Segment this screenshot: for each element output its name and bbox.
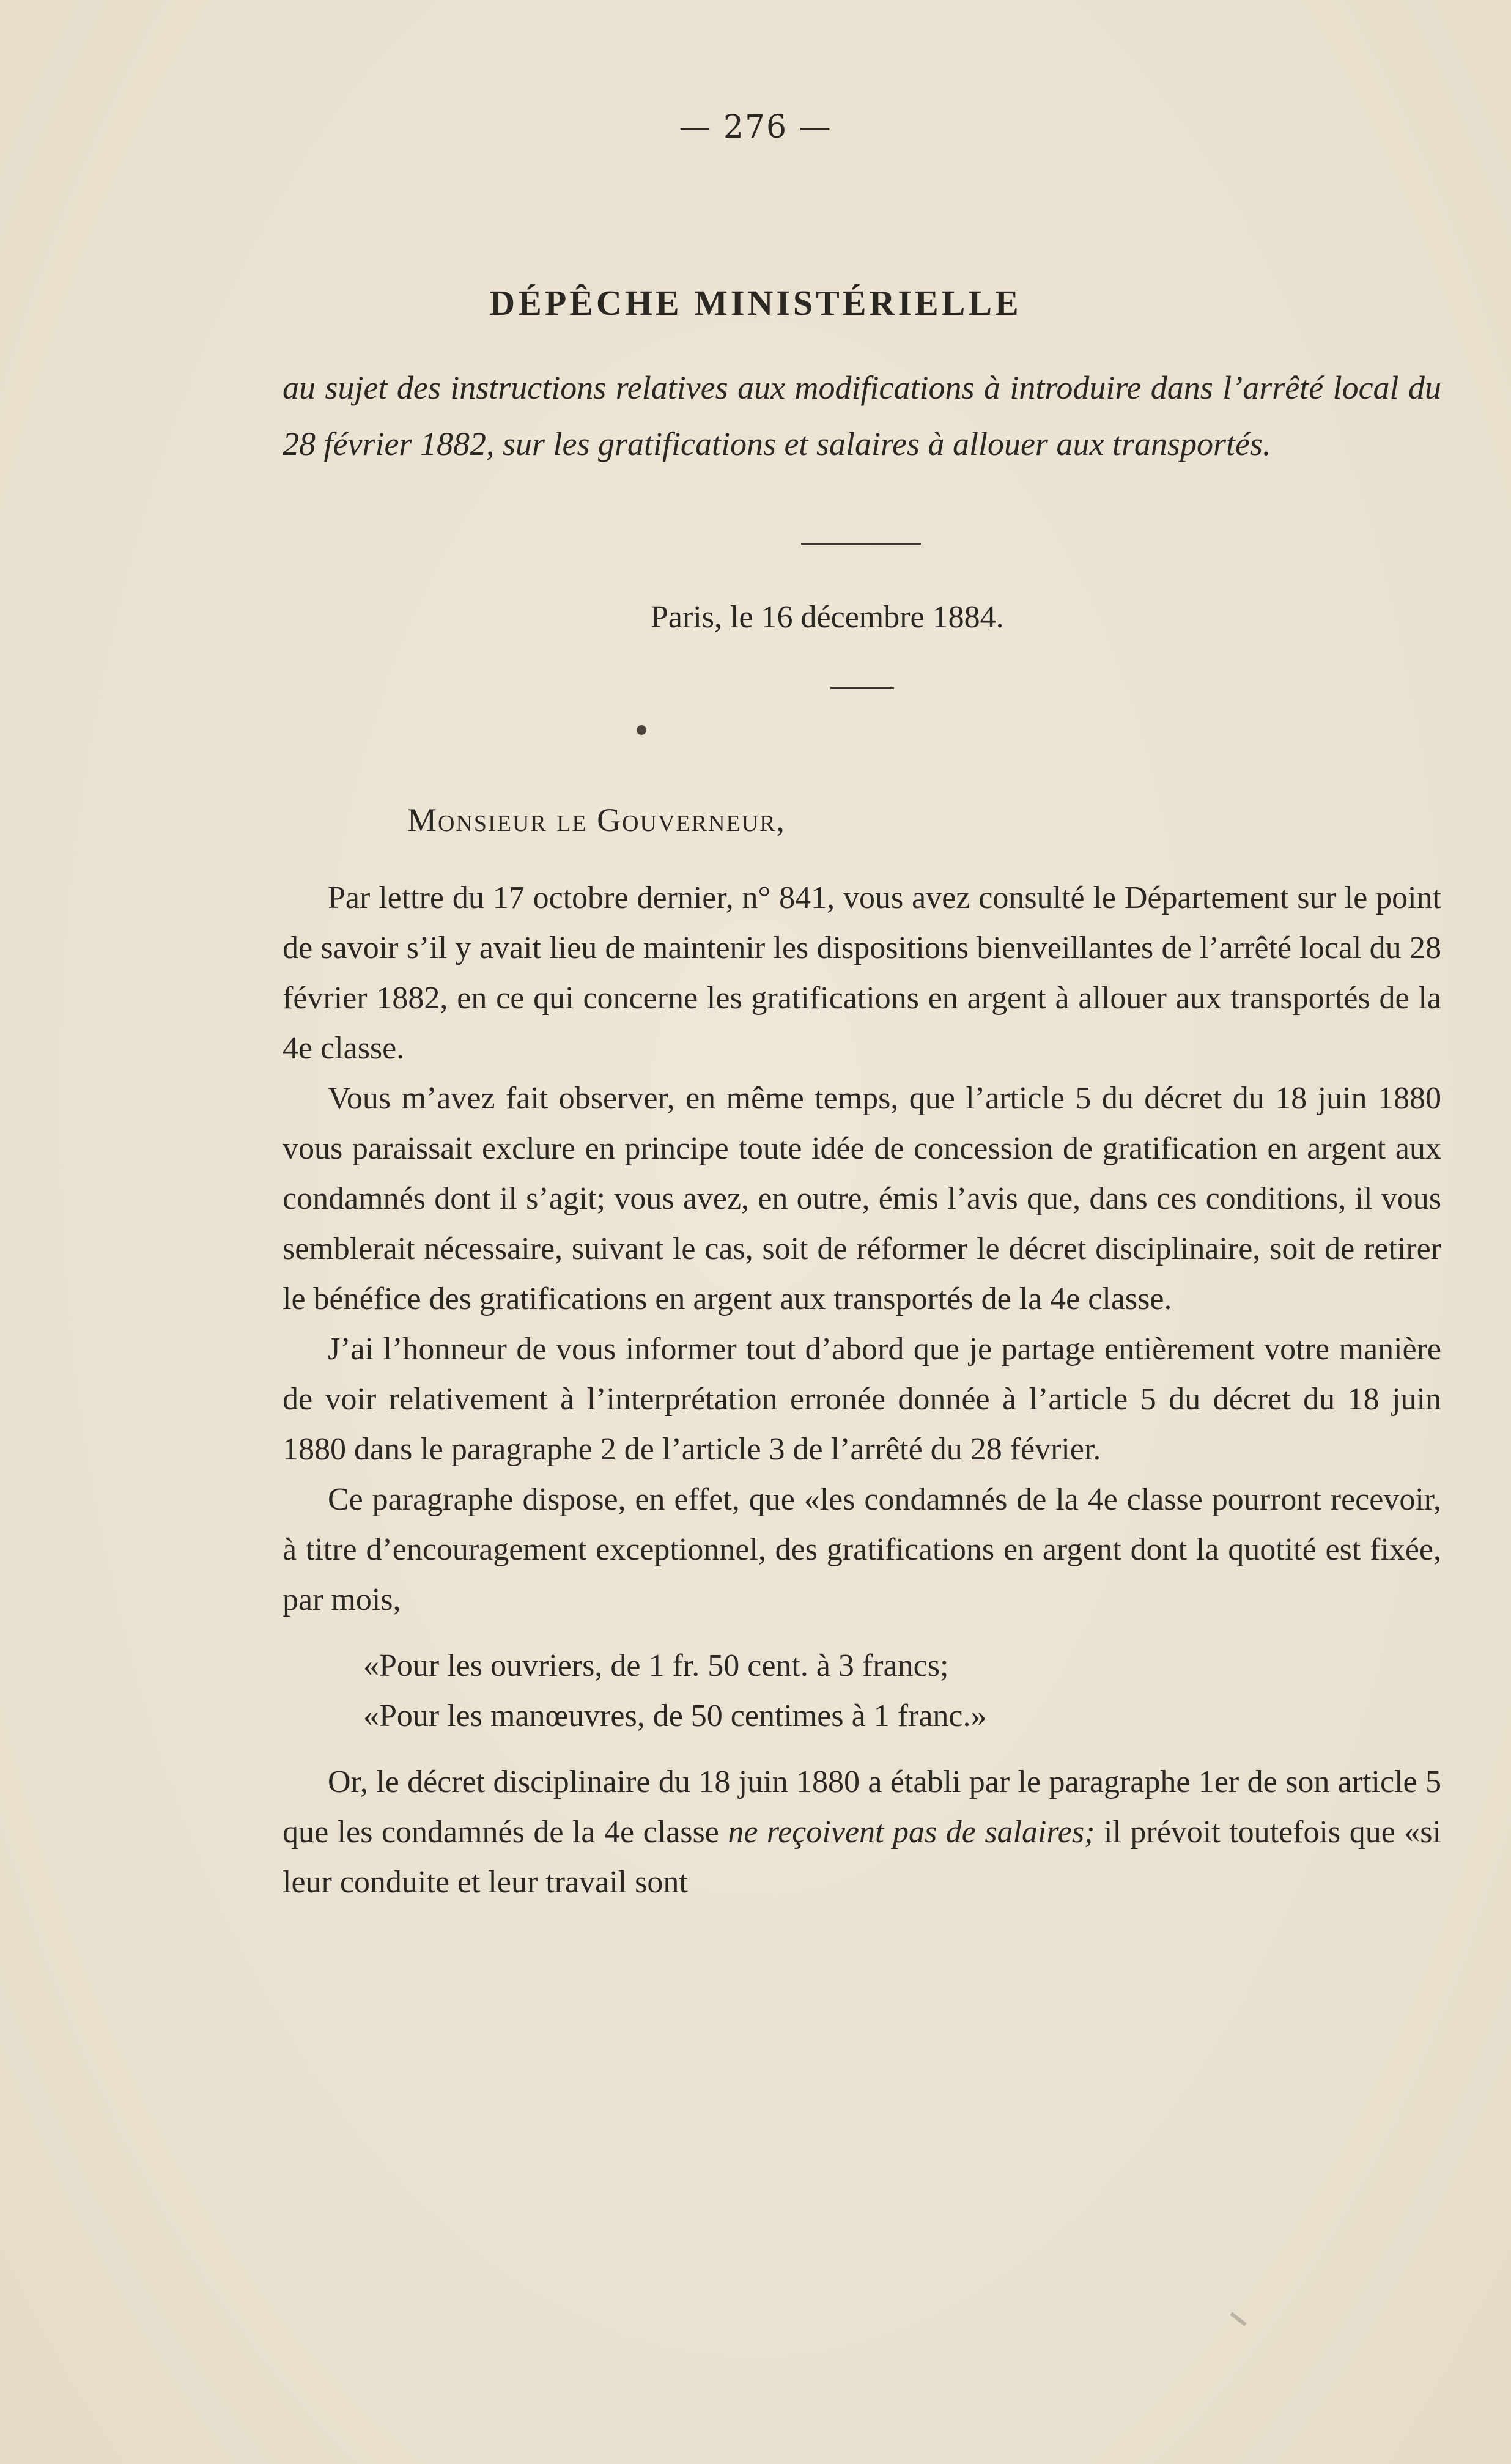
- quote-line-1: «Pour les ouvriers, de 1 fr. 50 cent. à 3 francs;: [363, 1648, 949, 1683]
- document-subtitle: au sujet des instructions relatives aux modifications à introduire dans l’arrêté local du 28 février 1882, sur les gratifications et salaires à allouer aux transportés.: [283, 369, 1441, 462]
- paragraph-2: Vous m’avez fait observer, en même temps, que l’article 5 du décret du 18 juin 1880 vous paraissait exclure en principe toute idée de concession de gratification en argent aux condamnés dont il s’agit; vous avez, en outre, émis l’avis que, dans ces conditions, il vous semblerait nécessaire, suivant le cas, soit de réformer le décret disciplinaire, soit de retirer le bénéfice des gratifications en argent aux transportés de la 4e classe.: [283, 1081, 1441, 1316]
- paragraph-5-end: il prévoit toutefois que «si leur conduite et leur travail sont: [283, 1815, 1441, 1900]
- quote-line-2: «Pour les manœuvres, de 50 centimes à 1 franc.»: [363, 1699, 987, 1733]
- paragraph-5-start: Or, le décret disciplinaire du 18 juin 1880 a établi par le paragraphe 1er de son article 5 que les condamnés de la 4e classe: [283, 1765, 1441, 1850]
- ink-dot: [637, 725, 646, 735]
- paragraph-1: Par lettre du 17 octobre dernier, n° 841, vous avez consulté le Département sur le point de savoir s’il y avait lieu de maintenir les dispositions bienveillantes de l’arrêté local du 28 février 1882, en ce qui concerne les gratifications en argent à allouer aux transportés de la 4e classe.: [283, 880, 1441, 1066]
- paragraph-5-italic: ne reçoivent pas de salaires;: [728, 1815, 1095, 1850]
- separator-rule: [801, 543, 921, 545]
- paper-speck: [1230, 2312, 1246, 2326]
- separator-rule-short: [830, 687, 894, 689]
- page-number: — 276 —: [679, 109, 832, 146]
- letter-body: [283, 873, 1441, 1908]
- dateline: Paris, le 16 décembre 1884.: [651, 600, 1004, 635]
- paragraph-5: [283, 1757, 1441, 1908]
- salutation: Monsieur le Gouverneur,: [407, 802, 786, 838]
- document-title: DÉPÊCHE MINISTÉRIELLE: [489, 283, 1022, 323]
- paragraph-3: J’ai l’honneur de vous informer tout d’abord que je partage entièrement votre manière de voir relativement à l’interprétation erronée donnée à l’article 5 du décret du 18 juin 1880 dans le paragraphe 2 de l’article 3 de l’arrêté du 28 février.: [283, 1332, 1441, 1467]
- paragraph-4: Ce paragraphe dispose, en effet, que «les condamnés de la 4e classe pourront recevoir, à titre d’encouragement exceptionnel, des gratifications en argent dont la quotité est fixée, par mois,: [283, 1482, 1441, 1617]
